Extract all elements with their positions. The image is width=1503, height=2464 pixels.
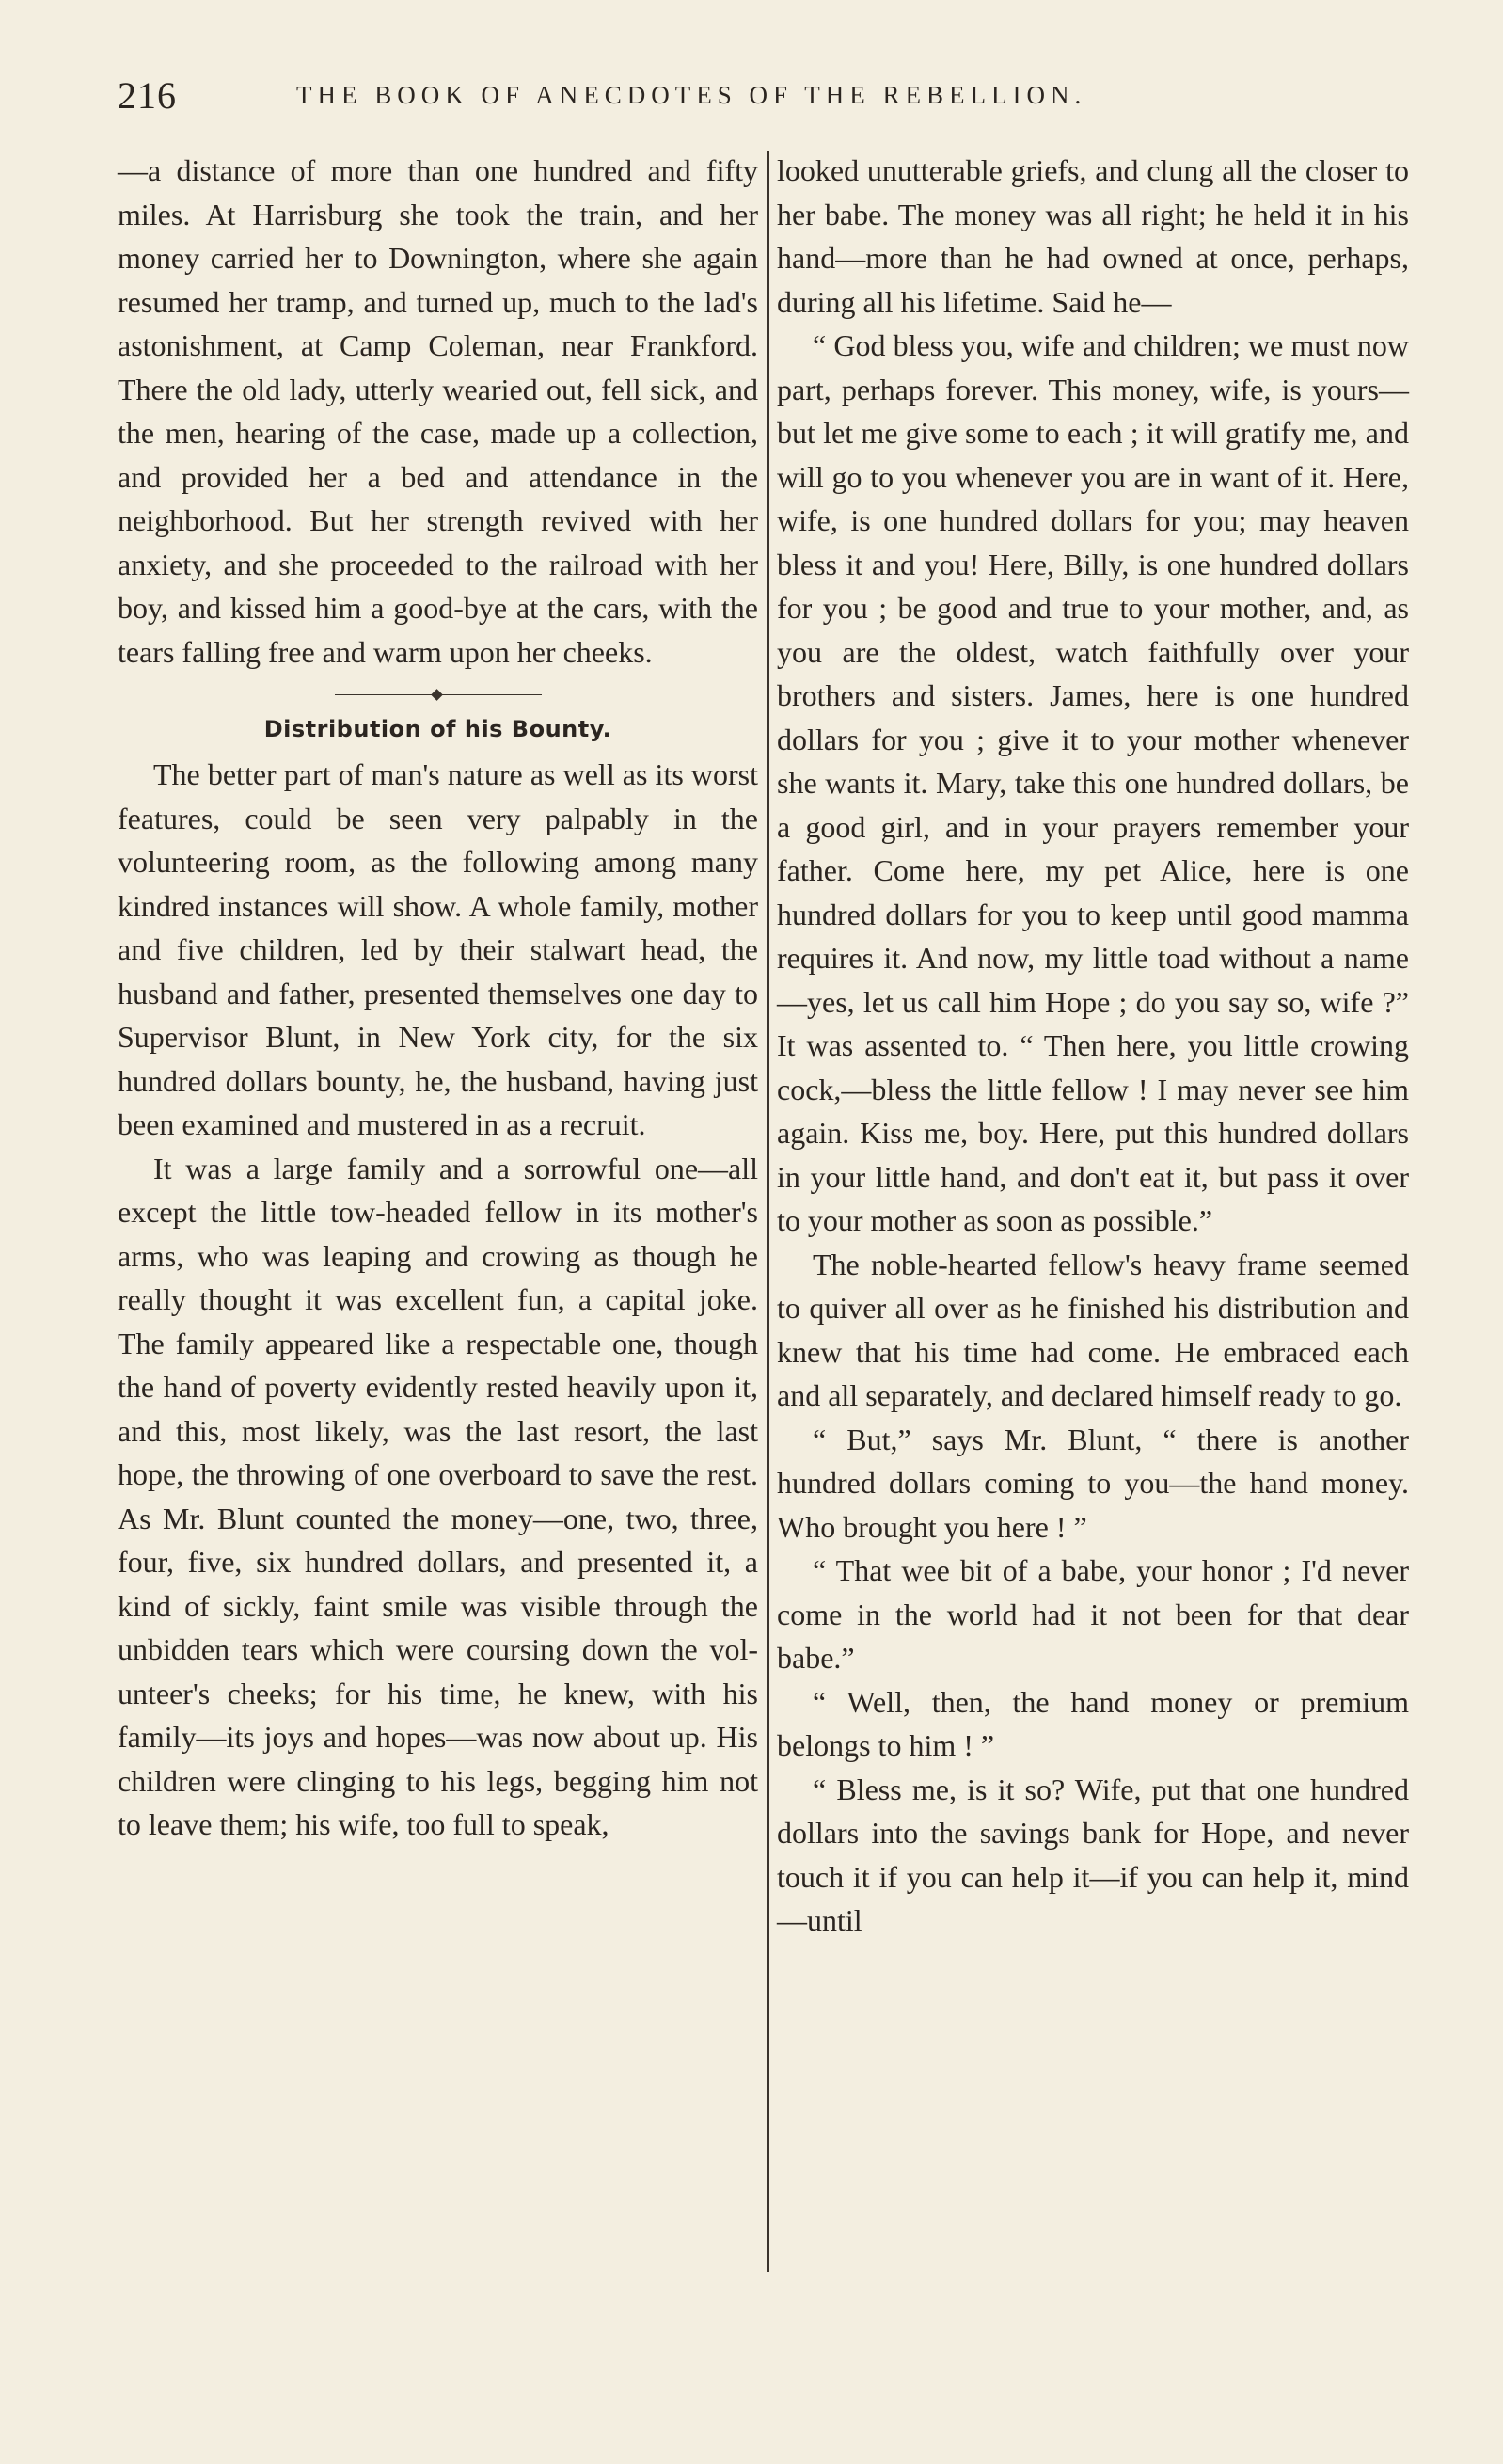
left-column: [118, 149, 758, 1847]
running-head: THE BOOK OF ANECDOTES OF THE REBELLION.: [296, 81, 1087, 109]
right-paragraph-7: “ Bless me, is it so? Wife, put that one hundred dollars into the savings bank for Hope, and never touch it if you can help it—if you can help it, mind—until: [777, 1772, 1409, 1937]
right-paragraph-3: The noble-hearted fellow's heavy frame seemed to quiver all over as he finished his distribution and knew that his time had come. He embraced each and all separately, and declared himself ready to go.: [777, 1247, 1409, 1412]
divider-ornament: [431, 689, 443, 701]
right-paragraph-1: looked unutterable griefs, and clung all the closer to her babe. The money was all right; he held it in his hand—more than he had owned at once, perhaps, during all his lifetime. Said he—: [777, 153, 1409, 319]
section-title: Distribution of his Bounty.: [263, 716, 612, 742]
right-paragraph-2: “ God bless you, wife and children; we must now part, perhaps forever. This money, wife, is yours—but let me give some to each ; it will gratify me, and will go to you whenever you are in want of it. Here, wife, is one hundred dollars for you; may heaven bless it and you! Here, Billy, is one hundred dollars for you ; be good and true to your mother, and, as you are the oldest, watch faithfully over your brothers and sisters. James, here is one hundred dollars for you ; give it to your mother whenever she wants it. Mary, take this one hundred dollars, be a good girl, and in your prayers remember your father. Come here, my pet Alice, here is one hundred dollars for you to keep until good mamma requires it. And now, my little toad without a name—yes, let us call him Hope ; do you say so, wife ?” It was assented to. “ Then here, you little crowing cock,—bless the little fellow ! I may never see him again. Kiss me, boy. Here, put this hundred dollars in your little hand, and don't eat it, but pass it over to your mother as soon as possible.”: [777, 328, 1409, 1237]
page-header: [118, 73, 1256, 120]
right-paragraph-4: “ But,” says Mr. Blunt, “ there is another hundred dollars coming to you—the hand money. Who brought you here ! ”: [777, 1422, 1409, 1544]
right-paragraph-5: “ That wee bit of a babe, your honor ; I'd never come in the world had it not been for that dear babe.”: [777, 1553, 1409, 1675]
right-column: [777, 149, 1409, 1943]
left-paragraph-2: The better part of man's nature as well as its worst features, could be seen very palpably in the volunteering room, as the following among many kindred instances will show. A whole family, mother and five children, led by their stalwart head, the husband and father, presented themselves one day to Supervisor Blunt, in New York city, for the six hundred dollars bounty, he, the husband, having just been examined and mustered in as a recruit.: [118, 757, 758, 1141]
left-paragraph-3: It was a large family and a sorrowful one—all except the little tow-headed fellow in its mother's arms, who was leaping and crowing as though he really thought it was excellent fun, a capital joke. The family appeared like a respectable one, though the hand of poverty evidently rested heavily upon it, and this, most likely, was the last resort, the last hope, the throwing of one overboard to save the rest. As Mr. Blunt counted the money—one, two, three, four, five, six hundred dollars, and presented it, a kind of sickly, faint smile was visible through the unbidden tears which were coursing down the volunteer's cheeks; for his time, he knew, with his family—its joys and hopes—was now about up. His children were clinging to his legs, begging him not to leave them; his wife, too full to speak,: [118, 1151, 758, 1841]
left-paragraph-1: —a distance of more than one hundred and fifty miles. At Harrisburg she took the train, and her money carried her to Downington, where she again resumed her tramp, and turned up, much to the lad's astonishment, at Camp Coleman, near Frankford. There the old lady, utterly wearied out, fell sick, and the men, hearing of the case, made up a collection, and provided her a bed and attendance in the neighborhood. But her strength revived with her anxiety, and she proceeded to the railroad with her boy, and kissed him a good-bye at the cars, with the tears falling free and warm upon her cheeks.: [118, 153, 758, 669]
section-divider: [335, 689, 542, 700]
right-paragraph-6: “ Well, then, the hand money or premium belongs to him ! ”: [777, 1684, 1409, 1762]
column-rule: [767, 151, 769, 2272]
page-number: 216: [118, 74, 177, 117]
